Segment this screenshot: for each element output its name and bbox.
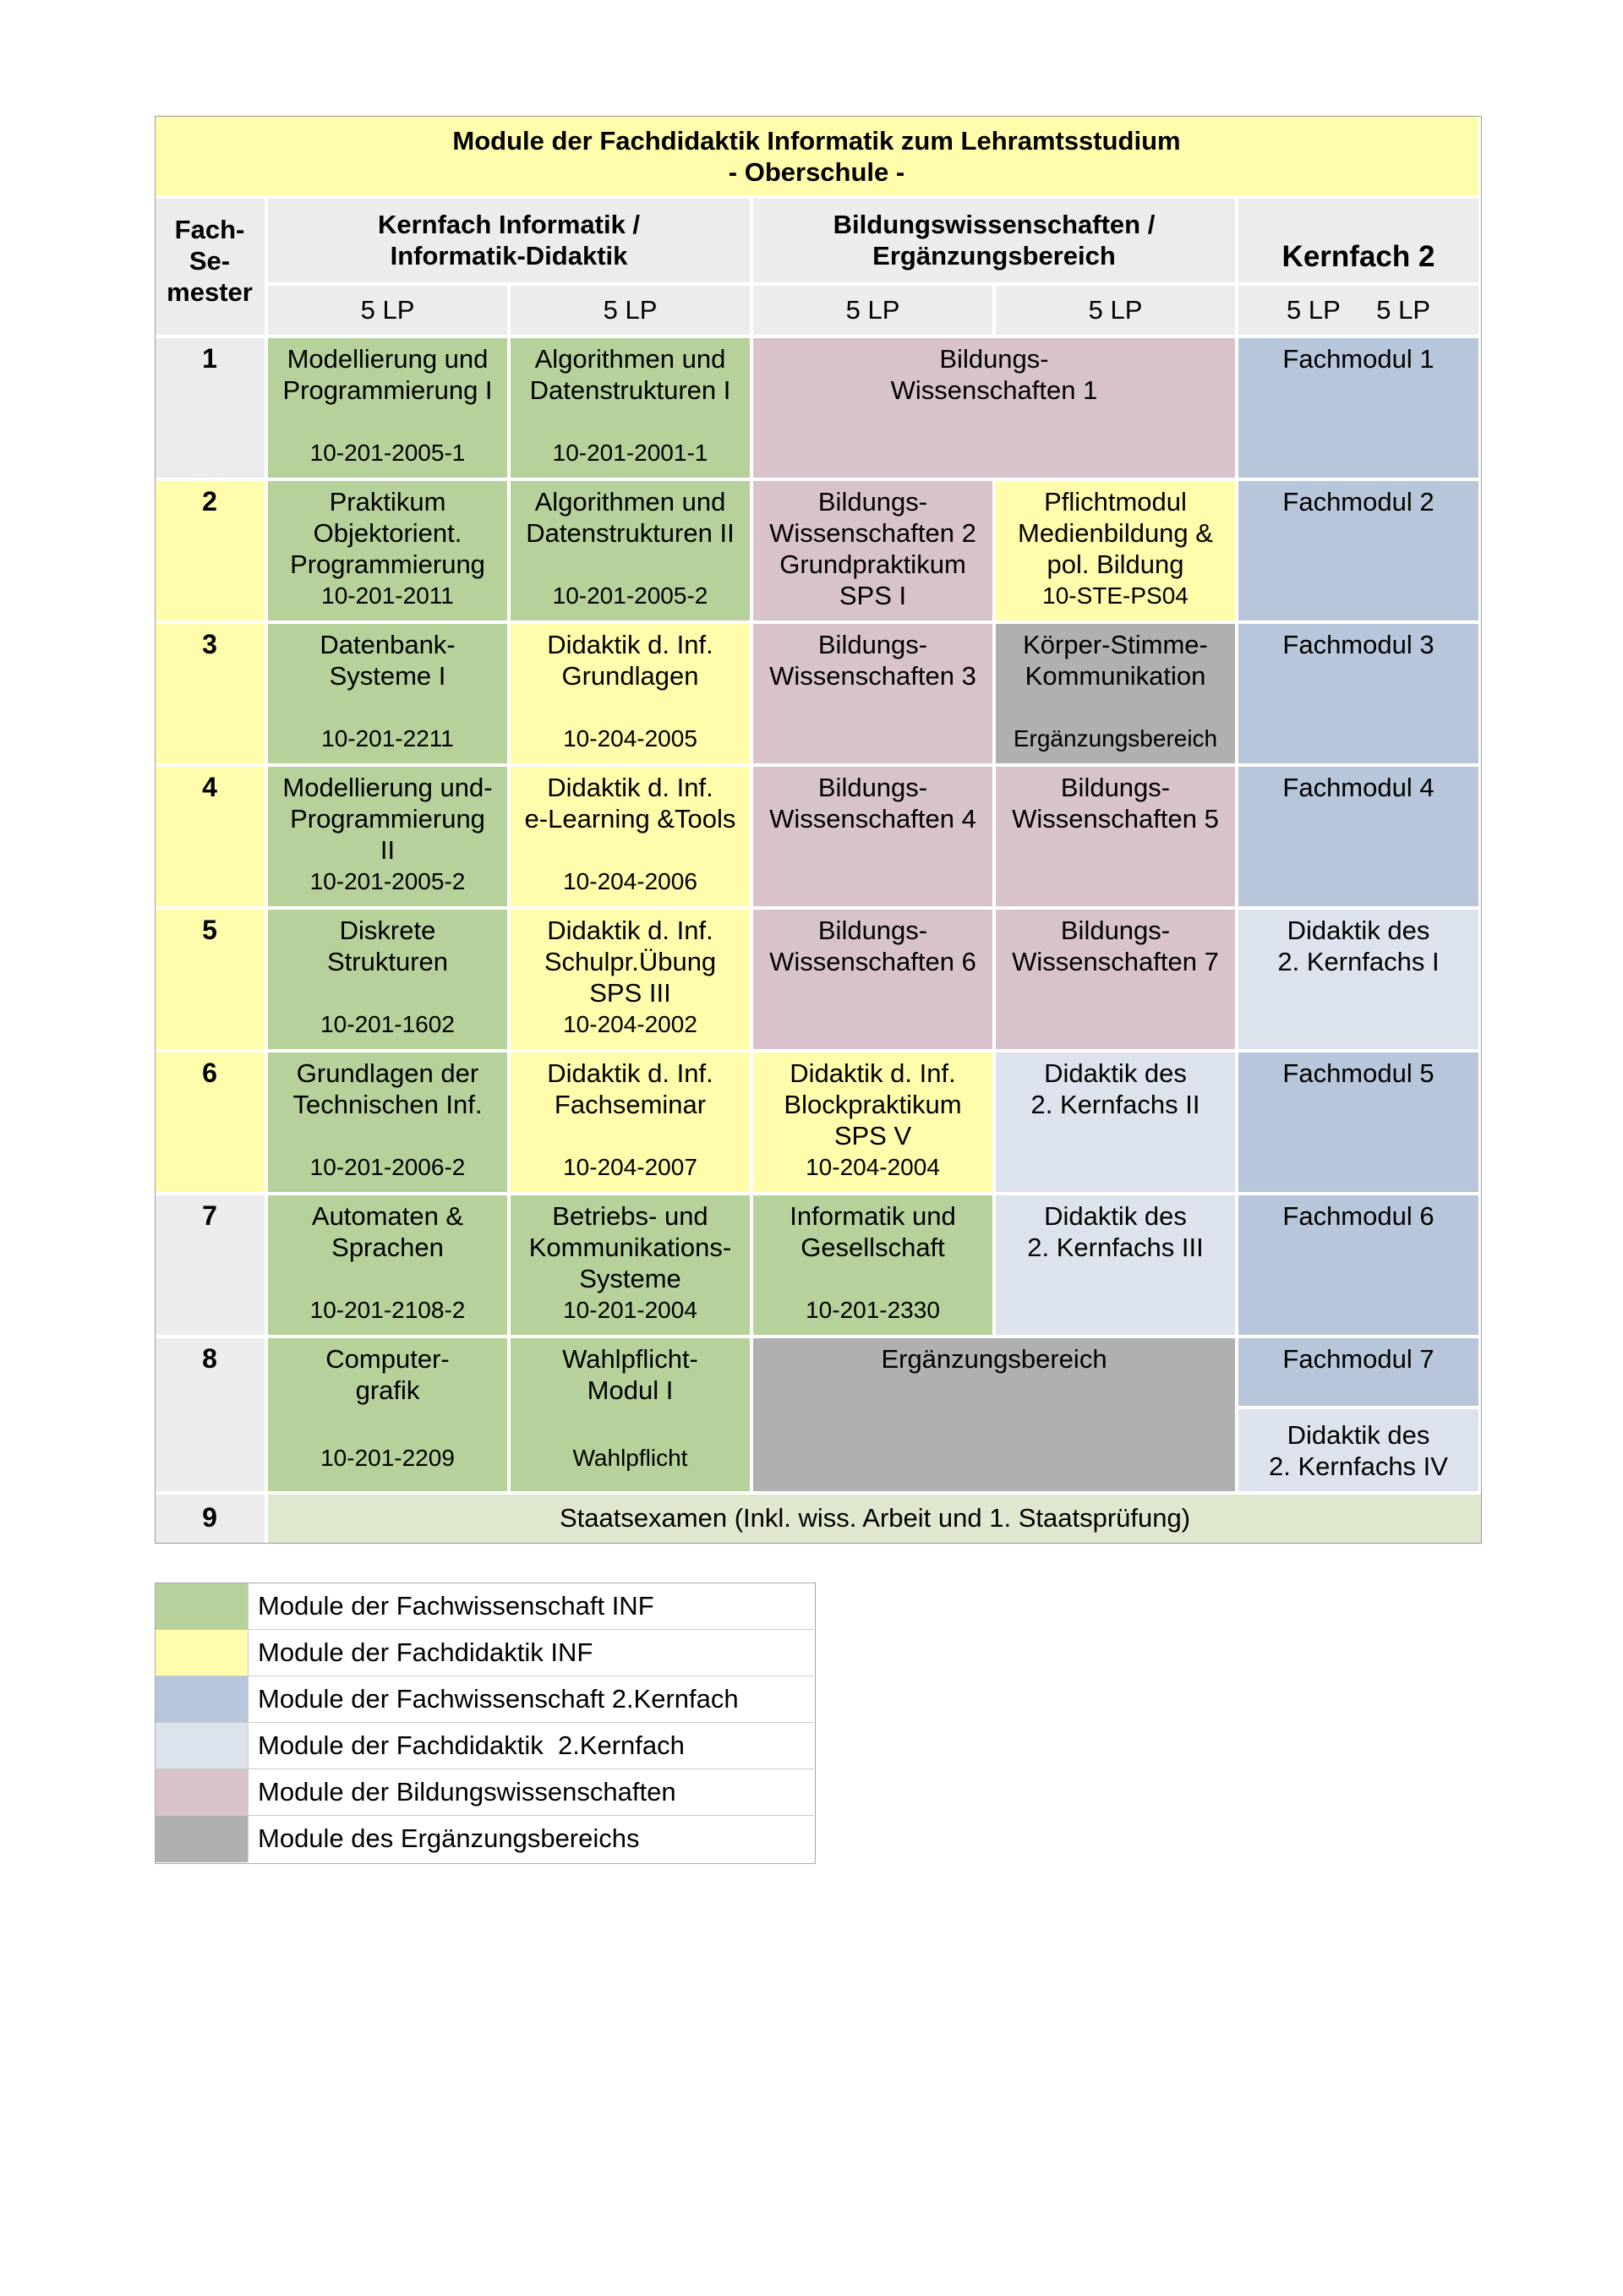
module-cell: [268, 910, 511, 1052]
module-code: 10-201-2209: [320, 1445, 455, 1471]
module-code: 10-204-2004: [806, 1154, 940, 1180]
semester-number-label: 8: [202, 1343, 217, 1374]
module-code: Wahlpflicht: [572, 1445, 688, 1471]
module-cell: [511, 1195, 753, 1338]
module-cell: [511, 1338, 753, 1495]
legend-label: Module des Ergänzungsbereichs: [258, 1823, 640, 1853]
module-code: 10-201-2001-1: [552, 440, 708, 466]
semester-number-label: 1: [202, 343, 217, 374]
module-name: Algorithmen und Datenstrukturen II: [526, 487, 735, 548]
module-cell: [268, 338, 511, 481]
module-name: Didaktik des 2. Kernfachs IV: [1269, 1420, 1448, 1481]
module-code: 10-201-2211: [321, 725, 454, 752]
semester-header-label: Fach- Se- mester: [167, 215, 253, 307]
table-title: [155, 116, 1482, 199]
module-code: 10-STE-PS04: [1042, 582, 1189, 609]
legend-item: [156, 1723, 814, 1769]
module-name: Didaktik d. Inf. Schulpr.Übung SPS III: [544, 916, 717, 1008]
module-name: Didaktik d. Inf. Blockpraktikum SPS V: [784, 1058, 962, 1151]
lp-cell: [268, 286, 511, 338]
module-name: Fachmodul 3: [1282, 630, 1434, 659]
module-code: 10-204-2006: [563, 868, 697, 894]
module-cell: [1238, 481, 1482, 624]
module-code: Ergänzungsbereich: [1013, 725, 1218, 752]
module-code: 10-204-2007: [563, 1154, 697, 1180]
module-cell: [511, 910, 753, 1052]
module-cell: [996, 910, 1238, 1052]
module-name: Computer- grafik: [325, 1344, 450, 1405]
lp-cell: [996, 286, 1238, 338]
module-cell: [1238, 1338, 1482, 1409]
bildung-header: [753, 199, 1238, 286]
semester-number: [155, 624, 268, 767]
module-name: Ergänzungsbereich: [881, 1344, 1107, 1374]
semester-number: [155, 767, 268, 910]
module-cell: [753, 1195, 996, 1338]
title-line-2: - Oberschule -: [728, 157, 905, 187]
module-code: 10-201-2330: [806, 1297, 940, 1323]
staatsexamen-cell: [268, 1495, 1482, 1544]
module-code: 10-201-2005-2: [552, 582, 708, 609]
legend-item: [156, 1676, 814, 1723]
module-cell: [753, 1338, 1238, 1495]
module-name: Bildungs- Wissenschaften 6: [769, 916, 976, 976]
module-name: Bildungs- Wissenschaften 5: [1012, 773, 1219, 834]
module-cell: [511, 767, 753, 910]
module-cell: [1238, 338, 1482, 481]
module-code: 10-201-2004: [563, 1297, 697, 1323]
module-code: 10-201-2006-2: [309, 1154, 466, 1180]
module-cell: [511, 1052, 753, 1195]
module-name: Fachmodul 5: [1282, 1058, 1434, 1088]
module-code: 10-201-2108-2: [309, 1297, 466, 1323]
legend-item: [156, 1816, 814, 1862]
kernfach2-header: [1238, 199, 1482, 286]
module-name: Grundlagen der Technischen Inf.: [292, 1058, 483, 1119]
legend-label: Module der Fachdidaktik INF: [258, 1637, 593, 1667]
module-name: Didaktik d. Inf. Fachseminar: [547, 1058, 713, 1119]
module-name: Fachmodul 1: [1282, 344, 1434, 374]
module-cell: [996, 1195, 1238, 1338]
kernfach2-header-label: Kernfach 2: [1281, 240, 1435, 273]
lp-label: 5 LP: [845, 295, 900, 325]
legend: [155, 1583, 816, 1864]
kernfach-header-label: Kernfach Informatik / Informatik-Didaktik: [377, 210, 641, 271]
module-name: Fachmodul 2: [1282, 487, 1434, 517]
legend-swatch: [156, 1583, 249, 1629]
module-name: Bildungs- Wissenschaften 2 Grundpraktikum SPS I: [769, 487, 976, 610]
module-name: Datenbank- Systeme I: [320, 630, 456, 691]
legend-swatch: [156, 1723, 249, 1768]
module-cell: [753, 338, 1238, 481]
module-cell: [268, 1052, 511, 1195]
legend-item: [156, 1630, 814, 1676]
semester-number: [155, 1052, 268, 1195]
module-cell: [1238, 624, 1482, 767]
legend-item: [156, 1769, 814, 1816]
lp-label: 5 LP: [360, 295, 415, 325]
kernfach-header: [268, 199, 753, 286]
module-cell: [268, 1338, 511, 1495]
module-cell: [268, 624, 511, 767]
semester-number: [155, 1195, 268, 1338]
module-cell: [268, 1195, 511, 1338]
module-code: 10-201-2011: [321, 582, 454, 609]
module-cell: [996, 624, 1238, 767]
module-name: Fachmodul 7: [1282, 1344, 1434, 1374]
legend-label: Module der Bildungswissenschaften: [258, 1777, 676, 1807]
module-name: Fachmodul 4: [1282, 773, 1434, 802]
legend-item: [156, 1583, 814, 1630]
module-cell: [996, 767, 1238, 910]
lp-label: 5 LP: [603, 295, 658, 325]
module-name: Körper-Stimme- Kommunikation: [1023, 630, 1208, 691]
module-code: 10-204-2005: [563, 725, 697, 752]
legend-swatch: [156, 1676, 249, 1722]
lp-cell: [1238, 286, 1482, 338]
module-cell: [753, 1052, 996, 1195]
title-line-1: Module der Fachdidaktik Informatik zum Lehramtsstudium: [452, 126, 1181, 156]
semester-number-label: 5: [202, 915, 217, 945]
module-code: 10-201-1602: [320, 1011, 455, 1037]
module-name: Informatik und Gesellschaft: [790, 1201, 956, 1262]
module-name: Wahlpflicht- Modul I: [562, 1344, 698, 1405]
module-cell: [1238, 1409, 1482, 1495]
lp-cell: [511, 286, 753, 338]
semester-header: [155, 199, 268, 338]
module-name: Didaktik des 2. Kernfachs II: [1030, 1058, 1200, 1119]
module-cell: [1238, 910, 1482, 1052]
legend-label: Module der Fachdidaktik 2.Kernfach: [258, 1730, 685, 1760]
module-name: Modellierung und- Programmierung II: [282, 773, 493, 865]
module-name: Pflichtmodul Medienbildung & pol. Bildung: [1018, 487, 1213, 579]
module-cell: [753, 624, 996, 767]
legend-swatch: [156, 1630, 249, 1676]
lp-label: 5 LP 5 LP: [1286, 295, 1431, 325]
module-name: Algorithmen und Datenstrukturen I: [529, 344, 731, 405]
semester-number-label: 2: [202, 486, 217, 517]
module-code: 10-201-2005-2: [309, 868, 466, 894]
module-cell: [753, 767, 996, 910]
module-cell: [1238, 1195, 1482, 1338]
module-plan-table: [155, 116, 1482, 1544]
module-cell: [268, 767, 511, 910]
module-name: Didaktik des 2. Kernfachs I: [1277, 916, 1440, 976]
module-cell: [511, 624, 753, 767]
legend-label: Module der Fachwissenschaft 2.Kernfach: [258, 1684, 739, 1714]
module-name: Modellierung und Programmierung I: [282, 344, 493, 405]
module-cell: [996, 1052, 1238, 1195]
bildung-header-label: Bildungswissenschaften / Ergänzungsbereich: [833, 210, 1156, 271]
semester-number: [155, 481, 268, 624]
module-name: Praktikum Objektorient. Programmierung: [290, 487, 485, 579]
module-name: Bildungs- Wissenschaften 1: [890, 344, 1098, 405]
module-cell: [1238, 767, 1482, 910]
legend-swatch: [156, 1816, 249, 1862]
module-cell: [996, 481, 1238, 624]
module-name: Bildungs- Wissenschaften 7: [1012, 916, 1219, 976]
module-cell: [511, 481, 753, 624]
module-cell: [753, 481, 996, 624]
legend-swatch: [156, 1769, 249, 1815]
module-name: Betriebs- und Kommunikations- Systeme: [528, 1201, 732, 1293]
module-cell: [268, 481, 511, 624]
module-name: Automaten & Sprachen: [311, 1201, 464, 1262]
module-name: Fachmodul 6: [1282, 1201, 1434, 1231]
lp-cell: [753, 286, 996, 338]
module-name: Didaktik d. Inf. Grundlagen: [547, 630, 713, 691]
semester-number: [155, 338, 268, 481]
semester-number: [155, 910, 268, 1052]
semester-number-label: 3: [202, 629, 217, 659]
semester-number-label: 9: [202, 1502, 217, 1533]
semester-number-label: 6: [202, 1058, 217, 1088]
module-cell: [511, 338, 753, 481]
module-name: Bildungs- Wissenschaften 3: [769, 630, 976, 691]
module-code: 10-204-2002: [563, 1011, 697, 1037]
semester-number: [155, 1338, 268, 1495]
lp-label: 5 LP: [1088, 295, 1143, 325]
semester-number: [155, 1495, 268, 1544]
module-name: Didaktik d. Inf. e-Learning &Tools: [524, 773, 736, 834]
module-cell: [753, 910, 996, 1052]
semester-number-label: 7: [202, 1200, 217, 1231]
staatsexamen-label: Staatsexamen (Inkl. wiss. Arbeit und 1. Staatsprüfung): [559, 1503, 1191, 1533]
module-code: 10-201-2005-1: [309, 440, 466, 466]
module-name: Diskrete Strukturen: [326, 916, 448, 976]
legend-label: Module der Fachwissenschaft INF: [258, 1591, 654, 1621]
module-name: Didaktik des 2. Kernfachs III: [1027, 1201, 1204, 1262]
module-cell: [1238, 1052, 1482, 1195]
semester-number-label: 4: [202, 772, 217, 802]
module-name: Bildungs- Wissenschaften 4: [769, 773, 976, 834]
